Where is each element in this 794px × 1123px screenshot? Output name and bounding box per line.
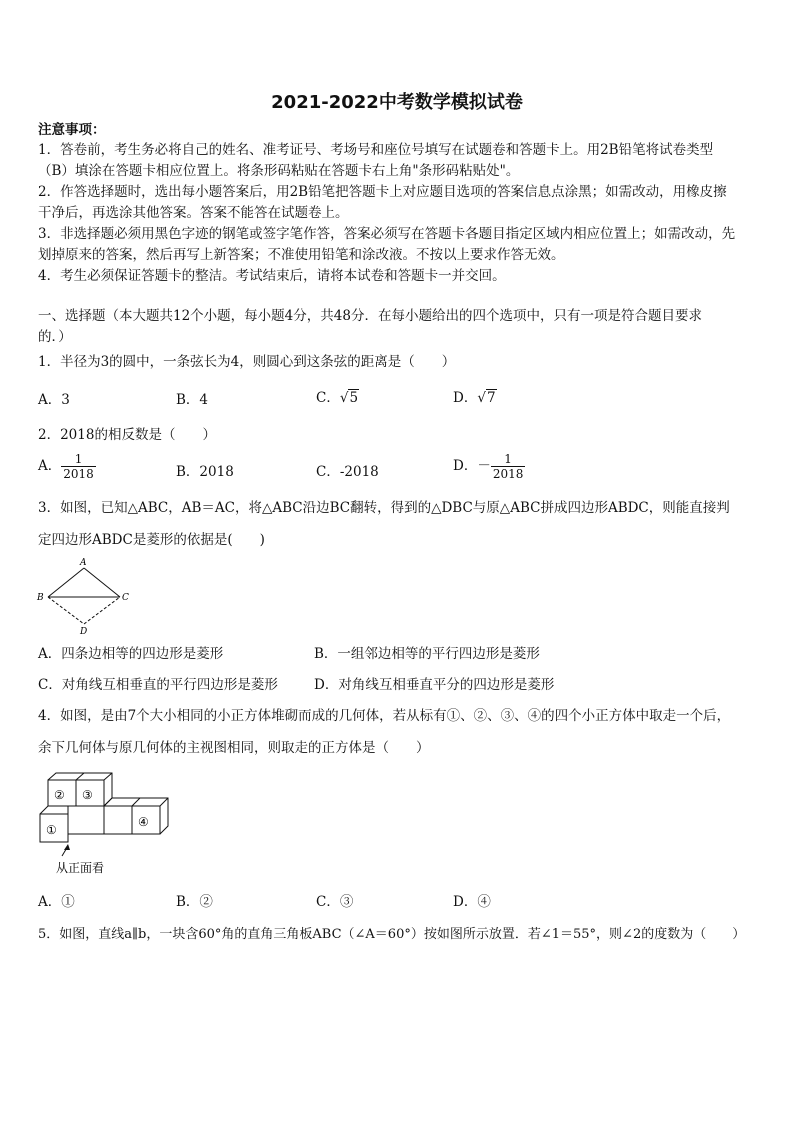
option-label: D． — [453, 390, 478, 406]
q2-stem: 2．2018的相反数是（ ） — [38, 427, 216, 443]
q1-option-d[interactable] — [453, 388, 497, 408]
notice-line: 1．答卷前，考生务必将自己的姓名、准考证号、考场号和座位号填写在试题卷和答题卡上。用2B铅笔将试卷类型 — [38, 142, 714, 158]
radicand: 5 — [349, 390, 359, 406]
q1-option-a[interactable]: A．3 — [38, 392, 70, 408]
edge — [104, 798, 140, 806]
q3-option-b[interactable]: B．一组邻边相等的平行四边形是菱形 — [314, 646, 540, 662]
section-heading-cont: 的．） — [38, 329, 72, 345]
segment-ac — [84, 568, 120, 597]
segment-bd — [48, 597, 84, 624]
arrow-head-icon — [64, 844, 70, 850]
q1-stem: 1．半径为3的圆中，一条弦长为4，则圆心到这条弦的距离是（ ） — [38, 354, 456, 370]
denominator: 2018 — [492, 467, 524, 481]
notice-line: 2．作答选择题时，选出每小题答案后，用2B铅笔把答题卡上对应题目选项的答案信息点涂黑；如需改动，用橡皮擦 — [38, 184, 727, 200]
cube-label-2: ② — [54, 788, 65, 802]
option-label: C． — [316, 390, 340, 406]
vertex-label-a: A — [80, 558, 87, 568]
fraction — [61, 452, 96, 481]
vertex-label-c: C — [122, 593, 129, 603]
q3-stem-cont: 定四边形ABDC是菱形的依据是( ) — [38, 532, 265, 548]
notice-heading: 注意事项： — [38, 122, 106, 138]
notice-line: （B）填涂在答题卡相应位置上。将条形码粘贴在答题卡右上角"条形码粘贴处"。 — [38, 163, 520, 179]
q3-option-c[interactable]: C．对角线互相垂直的平行四边形是菱形 — [38, 677, 278, 693]
q4-option-c[interactable]: C．③ — [316, 894, 354, 910]
q4-option-a[interactable]: A．① — [38, 894, 75, 910]
cube-label-4: ④ — [138, 815, 149, 829]
q5-stem: 5．如图，直线a∥b，一块含60°角的直角三角板ABC（∠A＝60°）按如图所示放置．若∠1＝55°，则∠2的度数为（ ） — [38, 927, 746, 942]
q3-stem: 3．如图，已知△ABC，AB＝AC，将△ABC沿边BC翻转，得到的△DBC与原△ABC拼成四边形ABDC，则能直接判 — [38, 500, 730, 516]
radicand: 7 — [486, 390, 496, 406]
q4-stem: 4．如图，是由7个大小相同的小正方体堆砌而成的几何体，若从标有①、②、③、④的四个小正方体中取走一个后， — [38, 708, 731, 724]
fraction — [491, 452, 526, 481]
option-label: D．－ — [453, 458, 491, 474]
cube-label-3: ③ — [82, 788, 93, 802]
edge — [104, 773, 112, 780]
numerator: 1 — [491, 452, 526, 467]
q4-option-b[interactable]: B．② — [176, 894, 213, 910]
segment-ab — [48, 568, 84, 597]
q4-option-d[interactable]: D．④ — [453, 894, 491, 910]
notice-line: 3．非选择题必须用黑色字迹的钢笔或签字笔作答，答案必须写在答题卡各题目指定区域内相应位置上；如需改动，先 — [38, 226, 736, 242]
denominator: 2018 — [63, 467, 94, 481]
q1-option-c[interactable] — [316, 388, 359, 408]
vertex-label-b: B — [37, 593, 44, 603]
numerator: 1 — [61, 452, 96, 467]
sqrt-expression: √7 — [477, 390, 496, 406]
q3-option-a[interactable]: A．四条边相等的四边形是菱形 — [38, 646, 224, 662]
notice-line: 划掉原来的答案，然后再写上新答案；不准使用铅笔和涂改液。不按以上要求作答无效。 — [38, 247, 565, 263]
segment-dc — [84, 597, 120, 624]
q2-option-d[interactable] — [453, 452, 525, 481]
q1-option-b[interactable]: B．4 — [176, 392, 209, 408]
cube-bottom-front — [104, 806, 132, 834]
vertex-label-d: D — [80, 627, 88, 636]
edge — [40, 806, 48, 814]
sqrt-expression: √5 — [339, 390, 359, 406]
view-label: 从正面看 — [56, 861, 105, 875]
notice-line: 4．考生必须保证答题卡的整洁。考试结束后，请将本试卷和答题卡一并交回。 — [38, 268, 506, 284]
cube-label-1: ① — [46, 823, 57, 837]
option-label: A． — [38, 458, 62, 474]
rhombus-figure — [34, 556, 134, 636]
page-title: 2021-2022中考数学模拟试卷 — [271, 92, 523, 113]
q4-stem-cont: 余下几何体与原几何体的主视图相同，则取走的正方体是（ ） — [38, 740, 430, 756]
notice-line: 干净后，再选涂其他答案。答案不能答在试题卷上。 — [38, 205, 349, 221]
cube-bottom-front — [68, 806, 104, 834]
cube-stack-figure — [34, 768, 184, 880]
q2-option-c[interactable]: C．-2018 — [316, 464, 379, 480]
edge — [76, 773, 84, 780]
q2-option-a[interactable] — [38, 452, 96, 481]
edge — [160, 798, 168, 806]
q2-option-b[interactable]: B．2018 — [176, 464, 234, 480]
section-heading: 一、选择题（本大题共12个小题，每小题4分，共48分．在每小题给出的四个选项中，只有一项是符合题目要求 — [38, 308, 702, 324]
q3-option-d[interactable]: D．对角线互相垂直平分的四边形是菱形 — [314, 677, 555, 693]
